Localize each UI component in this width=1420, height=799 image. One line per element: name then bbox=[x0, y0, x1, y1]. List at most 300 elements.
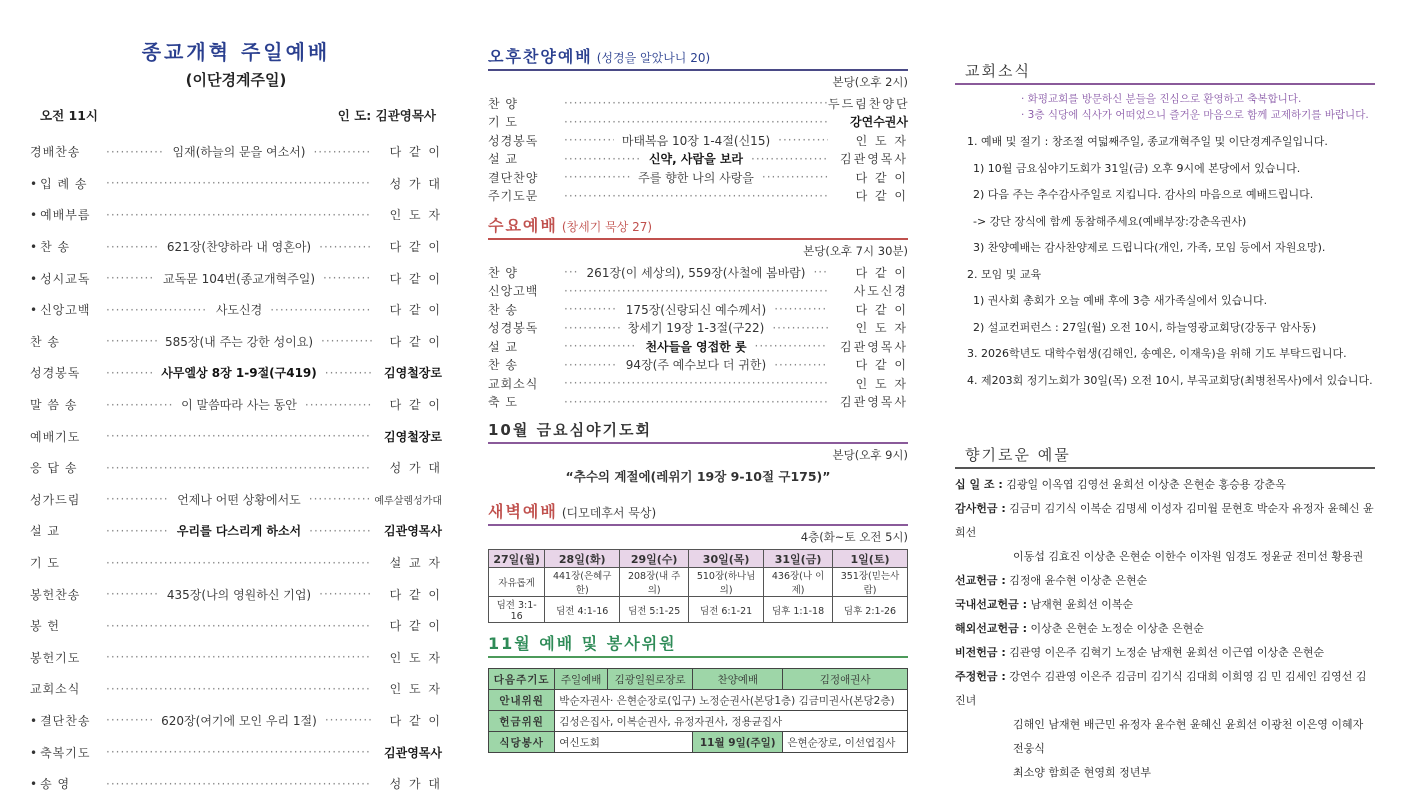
row-label: 설 교 bbox=[30, 524, 60, 539]
offering-row bbox=[955, 545, 1375, 569]
row-middle bbox=[106, 461, 372, 475]
row-label: 기 도 bbox=[488, 115, 518, 130]
wednesday-sub: (창세기 묵상 27) bbox=[561, 220, 653, 234]
row-middle bbox=[564, 96, 828, 110]
row-person: 김관영목사 bbox=[840, 395, 908, 410]
row-text: 주를 향한 나의 사랑을 bbox=[638, 170, 754, 185]
dot-leader bbox=[106, 398, 173, 412]
dot-leader bbox=[305, 398, 372, 412]
dot-leader bbox=[270, 303, 372, 317]
row-label: 경배찬송 bbox=[30, 145, 81, 160]
dawn-title: 새벽예배 bbox=[488, 502, 558, 521]
offering-names: 남재현 윤희선 이복순 bbox=[1030, 598, 1134, 611]
dawn-text: 딤전 4:1-16 bbox=[545, 597, 620, 623]
offering-kind: 십 일 조 : bbox=[955, 478, 1003, 491]
row-person: 성 가 대 bbox=[389, 176, 442, 191]
row-text: 언제나 어떤 상황에서도 bbox=[177, 492, 301, 507]
service-row bbox=[488, 113, 908, 132]
row-label: 봉 헌 bbox=[30, 619, 60, 634]
row-middle bbox=[564, 356, 828, 373]
dawn-header bbox=[488, 499, 908, 526]
dot-leader bbox=[564, 302, 618, 316]
row-text: 임재(하늘의 문을 여소서) bbox=[172, 145, 306, 160]
wednesday-title: 수요예배 bbox=[488, 216, 558, 235]
offering-kind: 감사헌금 : bbox=[955, 502, 1006, 515]
dot-leader bbox=[564, 115, 828, 129]
row-label: 주기도문 bbox=[488, 189, 539, 204]
row-person: 인 도 자 bbox=[855, 133, 908, 148]
offering-names: 김금미 김기식 이복순 김명세 이성자 김미월 문현호 박순자 유정자 윤혜신 윤희선 bbox=[955, 502, 1374, 539]
row-text: 585장(내 주는 강한 성이요) bbox=[164, 334, 314, 349]
offering-names: 김정애 윤수현 이상춘 은현순 bbox=[1009, 574, 1148, 587]
row-middle bbox=[564, 150, 828, 167]
row-middle bbox=[106, 208, 372, 222]
dot-leader bbox=[106, 650, 372, 664]
dot-leader bbox=[564, 189, 828, 203]
dawn-loc: 4층(화~토 오전 5시) bbox=[800, 530, 908, 544]
news-list bbox=[955, 129, 1375, 394]
offering-row bbox=[955, 665, 1375, 713]
dawn-text: 딤전 6:1-21 bbox=[689, 597, 764, 623]
row-label: 성가드림 bbox=[30, 492, 81, 507]
dot-leader bbox=[106, 176, 372, 190]
page-title: 종교개혁 주일예배 bbox=[141, 40, 331, 64]
afternoon-header bbox=[488, 44, 908, 71]
dot-leader bbox=[755, 339, 828, 353]
row-text: 175장(신랑되신 예수께서) bbox=[625, 302, 767, 317]
afternoon-loc: 본당(오후 2시) bbox=[832, 75, 908, 89]
worship-row bbox=[30, 705, 442, 737]
dot-leader bbox=[106, 303, 208, 317]
main-worship-column bbox=[30, 0, 442, 791]
dot-leader bbox=[106, 145, 165, 159]
row-person: 두드림찬양단 bbox=[828, 96, 910, 111]
dot-leader bbox=[106, 745, 372, 759]
dot-leader bbox=[106, 208, 372, 222]
news-item: 1) 10월 금요심야기도회가 31일(금) 오후 9시에 본당에서 있습니다. bbox=[973, 161, 1301, 175]
sunday-label: 주일예배 bbox=[555, 669, 608, 690]
row-text: 435장(나의 영원하신 기업) bbox=[166, 587, 312, 602]
service-row bbox=[488, 374, 908, 393]
worship-row bbox=[30, 642, 442, 674]
row-middle bbox=[564, 115, 828, 129]
row-text: 신약, 사람을 보라 bbox=[648, 152, 744, 167]
row-label: 봉헌찬송 bbox=[30, 587, 81, 602]
row-person: 김관영목사 bbox=[384, 524, 442, 539]
service-row bbox=[488, 393, 908, 412]
worship-row bbox=[30, 610, 442, 642]
news-item: 2) 설교컨퍼런스 : 27일(월) 오전 10시, 하늘영광교회당(강동구 암사동) bbox=[973, 320, 1317, 334]
row-label: • 송 영 bbox=[30, 775, 106, 792]
row-text: 창세기 19장 1-3절(구22) bbox=[627, 321, 765, 336]
dot-leader bbox=[564, 133, 614, 147]
service-row bbox=[488, 168, 908, 187]
news-item: 2. 모임 및 교육 bbox=[967, 267, 1042, 281]
usher-names: 박순자권사· 은현순장로(입구) 노정순권사(본당1층) 김금미권사(본당2층) bbox=[555, 690, 908, 711]
row-label: • 찬 송 bbox=[30, 238, 106, 255]
row-person: 성 가 대 bbox=[389, 461, 442, 476]
row-middle bbox=[564, 301, 828, 318]
worship-row bbox=[30, 231, 442, 263]
news-column bbox=[955, 0, 1375, 791]
dot-leader bbox=[772, 321, 828, 335]
dot-leader bbox=[564, 321, 620, 335]
row-person: 인 도 자 bbox=[855, 321, 908, 336]
dot-leader bbox=[106, 619, 372, 633]
row-label: 찬 송 bbox=[488, 302, 518, 317]
dawn-text: 딤전 5:1-25 bbox=[620, 597, 689, 623]
row-middle bbox=[564, 319, 828, 336]
row-person: 인 도 자 bbox=[389, 208, 442, 223]
row-person: 다 같 이 bbox=[855, 265, 908, 280]
row-middle bbox=[106, 143, 372, 160]
row-person: 다 같 이 bbox=[855, 170, 908, 185]
row-label: 성경봉독 bbox=[488, 321, 539, 336]
news-item: 1. 예배 및 절기 : 창조절 여덟째주일, 종교개혁주일 및 이단경계주일입니다. bbox=[967, 135, 1328, 148]
dot-leader bbox=[106, 429, 372, 443]
dawn-hymn: 441장(은혜구한) bbox=[545, 568, 620, 597]
dawn-hymn: 510장(하나님의) bbox=[689, 568, 764, 597]
row-label: 봉헌기도 bbox=[30, 650, 81, 665]
offering-kind: 주정헌금 : bbox=[955, 670, 1006, 683]
worship-row bbox=[30, 136, 442, 168]
dot-leader bbox=[813, 265, 828, 279]
dawn-sub: (디모데후서 묵상) bbox=[561, 506, 657, 520]
news-notice bbox=[955, 91, 1375, 123]
row-person: 김영철장로 bbox=[384, 366, 442, 381]
row-person: 김관영목사 bbox=[384, 745, 442, 760]
worship-row bbox=[30, 768, 442, 799]
row-middle bbox=[564, 284, 828, 298]
dot-leader bbox=[323, 271, 372, 285]
news-title: 교회소식 bbox=[965, 62, 1031, 80]
service-row bbox=[488, 263, 908, 282]
dot-leader bbox=[774, 358, 828, 372]
dot-leader bbox=[564, 170, 630, 184]
row-text: 마태복음 10장 1-4절(신15) bbox=[621, 133, 771, 148]
row-person: 성 가 대 bbox=[389, 777, 442, 792]
dawn-day: 1일(토) bbox=[833, 550, 908, 568]
row-label: 기 도 bbox=[30, 556, 60, 571]
dot-leader bbox=[325, 366, 372, 380]
afternoon-order bbox=[488, 94, 908, 205]
row-person: 다 같 이 bbox=[389, 334, 442, 349]
news-item: 1) 권사회 총회가 오늘 예배 후에 3층 새가족실에서 있습니다. bbox=[973, 294, 1268, 307]
worship-row bbox=[30, 452, 442, 484]
dot-leader bbox=[319, 240, 372, 254]
offering-list bbox=[955, 473, 1375, 785]
row-person: 사도신경 bbox=[853, 284, 908, 299]
offering-row bbox=[955, 593, 1375, 617]
row-text: 사무엘상 8장 1-9절(구419) bbox=[161, 366, 317, 381]
worship-row bbox=[30, 199, 442, 231]
worship-row bbox=[30, 389, 442, 421]
row-person: 다 같 이 bbox=[855, 358, 908, 373]
dot-leader bbox=[564, 96, 828, 110]
row-label: 축 도 bbox=[488, 395, 518, 410]
service-table bbox=[488, 668, 908, 753]
dot-leader bbox=[106, 777, 372, 791]
row-text: 94장(주 예수보다 더 귀한) bbox=[625, 358, 767, 373]
dot-leader bbox=[106, 271, 155, 285]
news-item: 3. 2026학년도 대학수험생(김해인, 송예은, 이재욱)을 위해 기도 부탁드립니다. bbox=[967, 347, 1347, 360]
row-middle bbox=[106, 396, 372, 413]
next-prayer-label: 다음주기도 bbox=[489, 669, 555, 690]
row-person: 다 같 이 bbox=[389, 303, 442, 318]
worship-row bbox=[30, 326, 442, 358]
row-label: 예배기도 bbox=[30, 429, 81, 444]
dot-leader bbox=[106, 556, 372, 570]
row-middle bbox=[564, 132, 828, 149]
row-label: 교회소식 bbox=[30, 682, 81, 697]
row-person: 다 같 이 bbox=[389, 271, 442, 286]
kitchen-label: 식당봉사 bbox=[489, 732, 555, 753]
row-person: 다 같 이 bbox=[855, 302, 908, 317]
offering-row bbox=[955, 641, 1375, 665]
row-middle bbox=[106, 429, 372, 443]
friday-loc: 본당(오후 9시) bbox=[832, 448, 908, 462]
row-person: 강연수권사 bbox=[850, 115, 908, 130]
row-person: 설 교 자 bbox=[389, 556, 442, 571]
row-person: 다 같 이 bbox=[389, 619, 442, 634]
row-label: 성경봉독 bbox=[488, 133, 539, 148]
service-row bbox=[488, 319, 908, 338]
dawn-table bbox=[488, 549, 908, 623]
service-row bbox=[488, 94, 908, 113]
offering-row bbox=[955, 569, 1375, 593]
dot-leader bbox=[106, 492, 169, 506]
worship-row bbox=[30, 294, 442, 326]
kitchen-group: 여신도회 bbox=[555, 732, 693, 753]
row-middle bbox=[106, 556, 372, 570]
row-middle bbox=[564, 338, 828, 355]
offering-names: 김관영 이은주 김혁기 노정순 남재현 윤희선 이근엽 이상춘 은현순 bbox=[1009, 646, 1325, 659]
row-middle bbox=[106, 176, 372, 190]
offering-names: 최소양 함희준 현영희 정년부 bbox=[1013, 766, 1152, 779]
dot-leader bbox=[309, 524, 372, 538]
row-label: • 결단찬송 bbox=[30, 712, 106, 729]
row-label: • 신앙고백 bbox=[30, 301, 106, 318]
worship-row bbox=[30, 420, 442, 452]
friday-header bbox=[488, 419, 908, 444]
dot-leader bbox=[778, 133, 828, 147]
row-middle bbox=[106, 650, 372, 664]
offering-kind: 선교헌금 : bbox=[955, 574, 1006, 587]
friday-title: 10월 금요심야기도회 bbox=[488, 421, 653, 439]
row-label: 교회소식 bbox=[488, 376, 539, 391]
news-item: 4. 제203회 정기노회가 30일(목) 오전 10시, 부곡교회당(최병천목사)에서 있습니다. bbox=[967, 373, 1373, 387]
news-item: -> 강단 장식에 함께 동참해주세요(예배부장:강춘옥권사) bbox=[973, 214, 1247, 228]
dawn-day: 28일(화) bbox=[545, 550, 620, 568]
dot-leader bbox=[106, 682, 372, 696]
sunday-person: 김광일원로장로 bbox=[608, 669, 693, 690]
dot-leader bbox=[319, 587, 372, 601]
row-person: 다 같 이 bbox=[855, 189, 908, 204]
dawn-day: 29일(수) bbox=[620, 550, 689, 568]
worship-time: 오전 11시 bbox=[40, 108, 98, 123]
dot-leader bbox=[106, 240, 159, 254]
row-text: 교독문 104번(종교개혁주일) bbox=[163, 271, 316, 286]
row-middle bbox=[564, 395, 828, 409]
row-label: 성경봉독 bbox=[30, 366, 81, 381]
service-row bbox=[488, 150, 908, 169]
dot-leader bbox=[762, 170, 828, 184]
order-of-worship bbox=[30, 136, 442, 799]
news-item: 3) 찬양예배는 감사찬양제로 드립니다(개인, 가족, 모임 등에서 자원요망). bbox=[973, 241, 1326, 254]
row-person: 김관영목사 bbox=[840, 152, 908, 167]
offering-header bbox=[955, 444, 1375, 469]
row-text: 천사들을 영접한 롯 bbox=[645, 339, 747, 354]
dot-leader bbox=[564, 152, 641, 166]
dawn-hymn: 436장(나 이제) bbox=[764, 568, 833, 597]
row-middle bbox=[106, 333, 372, 350]
worship-row bbox=[30, 484, 442, 516]
row-person: 예루살렘성가대 bbox=[374, 495, 442, 507]
row-label: 찬 양 bbox=[488, 265, 518, 280]
service-title: 11월 예배 및 봉사위원 bbox=[488, 634, 677, 653]
dawn-text: 딤전 3:1-16 bbox=[489, 597, 545, 623]
dot-leader bbox=[564, 265, 579, 279]
row-label: 응 답 송 bbox=[30, 461, 78, 476]
row-label: • 성시교독 bbox=[30, 270, 106, 287]
row-person: 다 같 이 bbox=[389, 398, 442, 413]
row-middle bbox=[106, 586, 372, 603]
dawn-hymn: 208장(내 주의) bbox=[620, 568, 689, 597]
offering-row bbox=[955, 497, 1375, 545]
dot-leader bbox=[564, 339, 637, 353]
dot-leader bbox=[564, 395, 828, 409]
row-label: 신앙고백 bbox=[488, 284, 539, 299]
service-row bbox=[488, 356, 908, 375]
offering-title: 향기로운 예물 bbox=[965, 446, 1071, 464]
offering-names: 이동섭 김효진 이상춘 은현순 이한수 이자원 임경도 정윤균 전미선 황용권 bbox=[1013, 550, 1364, 563]
offering-row bbox=[955, 473, 1375, 497]
dawn-day: 27일(월) bbox=[489, 550, 545, 568]
dot-leader bbox=[321, 334, 372, 348]
row-text: 우리를 다스리게 하소서 bbox=[176, 524, 302, 539]
offering-team-label: 헌금위원 bbox=[489, 711, 555, 732]
row-label: 찬 송 bbox=[488, 358, 518, 373]
offering-kind: 국내선교헌금 : bbox=[955, 598, 1027, 611]
dot-leader bbox=[106, 713, 153, 727]
row-middle bbox=[106, 364, 372, 381]
worship-leader: 인 도: 김관영목사 bbox=[337, 108, 436, 123]
row-text: 이 말씀따라 사는 동안 bbox=[181, 398, 297, 413]
wednesday-order bbox=[488, 263, 908, 411]
offering-row bbox=[955, 617, 1375, 641]
dot-leader bbox=[309, 492, 372, 506]
dot-leader bbox=[106, 461, 372, 475]
dot-leader bbox=[564, 284, 828, 298]
dot-leader bbox=[751, 152, 828, 166]
dot-leader bbox=[106, 334, 157, 348]
worship-row bbox=[30, 547, 442, 579]
row-middle bbox=[106, 238, 372, 255]
usher-label: 안내위원 bbox=[489, 690, 555, 711]
row-person: 다 같 이 bbox=[389, 713, 442, 728]
dawn-day: 31일(금) bbox=[764, 550, 833, 568]
row-text: 사도신경 bbox=[215, 303, 263, 318]
row-person: 인 도 자 bbox=[855, 376, 908, 391]
row-text: 620장(여기에 모인 우리 1절) bbox=[161, 713, 317, 728]
row-person: 다 같 이 bbox=[389, 587, 442, 602]
row-label: • 축복기도 bbox=[30, 744, 106, 761]
service-row bbox=[488, 337, 908, 356]
news-header bbox=[955, 60, 1375, 85]
offering-names: 강연수 김관영 이은주 김금미 김기식 김대희 이희영 김 민 김세인 김영선 김진녀 bbox=[955, 670, 1367, 707]
service-row bbox=[488, 131, 908, 150]
page-subtitle: (이단경계주일) bbox=[185, 71, 287, 89]
offering-team-names: 김성은집사, 이복순권사, 유정자권사, 정용균집사 bbox=[555, 711, 908, 732]
row-middle bbox=[106, 270, 372, 287]
row-label: • 예배부름 bbox=[30, 206, 106, 223]
dot-leader bbox=[564, 376, 828, 390]
row-middle bbox=[564, 264, 828, 281]
worship-row bbox=[30, 736, 442, 768]
dawn-text: 딤후 2:1-26 bbox=[833, 597, 908, 623]
dot-leader bbox=[313, 145, 372, 159]
service-row bbox=[488, 300, 908, 319]
dot-leader bbox=[106, 587, 159, 601]
offering-names: 김광일 이옥엽 김영선 윤희선 이상춘 은현순 홍승용 강춘옥 bbox=[1006, 478, 1286, 491]
offering-kind: 해외선교헌금 : bbox=[955, 622, 1027, 635]
row-text: 261장(이 세상의), 559장(사철에 봄바람) bbox=[586, 265, 806, 280]
row-label: • 입 례 송 bbox=[30, 175, 106, 192]
dot-leader bbox=[106, 524, 169, 538]
row-middle bbox=[564, 376, 828, 390]
notice-line: · 3층 식당에 식사가 어떠었으니 즐거운 마음으로 함께 교제하기를 바랍니다. bbox=[1021, 109, 1369, 121]
worship-row bbox=[30, 168, 442, 200]
offering-names: 김해인 남재현 배근민 유정자 윤수현 윤혜신 윤희선 이광천 이은영 이혜자 전웅식 bbox=[1013, 718, 1364, 755]
row-label: 말 씀 송 bbox=[30, 398, 78, 413]
row-person: 다 같 이 bbox=[389, 145, 442, 160]
offering-row bbox=[955, 761, 1375, 785]
kitchen-names: 은현순장로, 이선엽집사 bbox=[783, 732, 908, 753]
row-person: 김영철장로 bbox=[384, 429, 442, 444]
row-person: 인 도 자 bbox=[389, 650, 442, 665]
row-label: 찬 송 bbox=[30, 334, 60, 349]
row-middle bbox=[564, 169, 828, 186]
worship-row bbox=[30, 357, 442, 389]
dawn-day: 30일(목) bbox=[689, 550, 764, 568]
row-middle bbox=[106, 619, 372, 633]
offering-row bbox=[955, 713, 1375, 761]
dawn-hymn: 자유롭게 bbox=[489, 568, 545, 597]
worship-row bbox=[30, 578, 442, 610]
row-middle bbox=[106, 745, 372, 759]
row-middle bbox=[106, 777, 372, 791]
row-label: 찬 양 bbox=[488, 96, 518, 111]
kitchen-date: 11월 9일(주일) bbox=[693, 732, 783, 753]
offering-names: 이상춘 은현순 노정순 이상춘 은현순 bbox=[1030, 622, 1204, 635]
worship-meta bbox=[40, 106, 436, 124]
row-person: 김관영목사 bbox=[840, 339, 908, 354]
dawn-text: 딤후 1:1-18 bbox=[764, 597, 833, 623]
worship-row bbox=[30, 262, 442, 294]
row-middle bbox=[106, 491, 372, 508]
friday-theme: “추수의 계절에(레위기 19장 9-10절 구175)” bbox=[565, 469, 831, 484]
dot-leader bbox=[106, 366, 153, 380]
dot-leader bbox=[774, 302, 828, 316]
wednesday-header bbox=[488, 213, 908, 240]
afternoon-title: 오후찬양예배 bbox=[488, 47, 593, 66]
row-label: 결단찬양 bbox=[488, 170, 539, 185]
row-middle bbox=[564, 189, 828, 203]
worship-row bbox=[30, 673, 442, 705]
dot-leader bbox=[325, 713, 372, 727]
row-person: 다 같 이 bbox=[389, 240, 442, 255]
row-middle bbox=[106, 522, 372, 539]
